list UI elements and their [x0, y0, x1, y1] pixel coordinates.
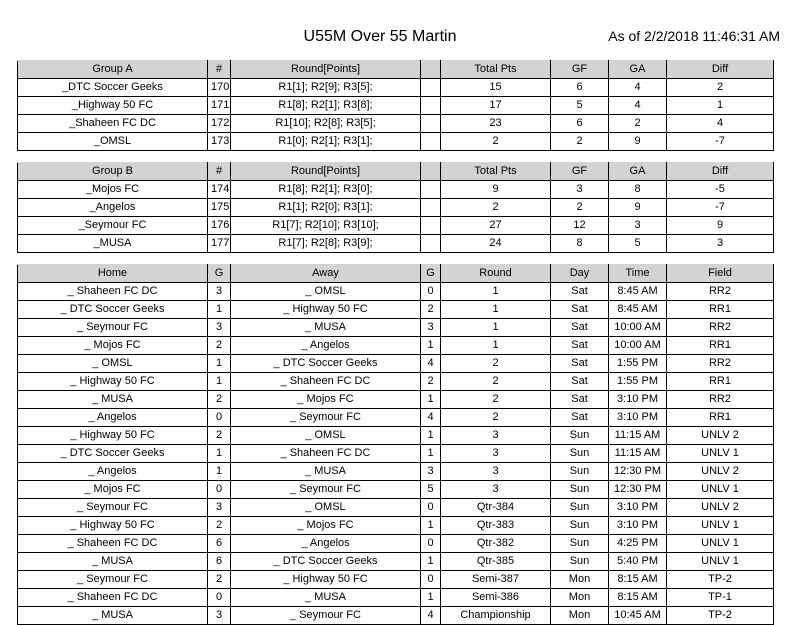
table-row — [18, 553, 774, 571]
table-cell: 6 — [208, 553, 231, 571]
column-header — [421, 61, 441, 79]
table-cell: 0 — [421, 571, 441, 589]
table-row — [18, 373, 774, 391]
column-header: Round[Points] — [231, 163, 421, 181]
table-cell: 3 — [421, 319, 441, 337]
table-cell: 1 — [208, 463, 231, 481]
table-cell: Sat — [551, 283, 609, 301]
table-cell: TP-1 — [667, 589, 774, 607]
table-cell: RR2 — [667, 355, 774, 373]
table-cell: Qtr-383 — [441, 517, 551, 535]
table-cell: Sat — [551, 409, 609, 427]
table-cell: 0 — [208, 409, 231, 427]
table-row — [18, 409, 774, 427]
table-cell: _ Shaheen FC DC — [231, 445, 421, 463]
table-cell: 3 — [208, 283, 231, 301]
table-cell: Sat — [551, 337, 609, 355]
table-cell: R1[10]; R2[8]; R3[5]; — [231, 115, 421, 133]
table-row — [18, 463, 774, 481]
table-cell: R1[7]; R2[8]; R3[9]; — [231, 235, 421, 253]
table-cell: 173 — [208, 133, 231, 151]
table-cell: 0 — [421, 535, 441, 553]
table-cell: RR1 — [667, 409, 774, 427]
table-cell: 4 — [667, 115, 774, 133]
column-header: GA — [609, 61, 667, 79]
table-row — [18, 79, 774, 97]
table-row — [18, 337, 774, 355]
table-cell: UNLV 1 — [667, 445, 774, 463]
table-cell: 4 — [609, 79, 667, 97]
table-cell: 1 — [421, 427, 441, 445]
table-cell: R1[1]; R2[9]; R3[5]; — [231, 79, 421, 97]
table-cell: _Highway 50 FC — [18, 97, 208, 115]
table-cell: 2 — [421, 373, 441, 391]
table-cell: 0 — [421, 283, 441, 301]
table-cell: _ Seymour FC — [231, 481, 421, 499]
table-row — [18, 217, 774, 235]
table-cell: 2 — [208, 427, 231, 445]
table-cell — [421, 115, 441, 133]
table-cell: 3 — [667, 235, 774, 253]
table-cell: Semi-386 — [441, 589, 551, 607]
match-schedule-table — [17, 264, 774, 625]
table-cell: 3 — [441, 481, 551, 499]
table-cell: TP-2 — [667, 607, 774, 625]
table-cell: 3 — [208, 499, 231, 517]
match-schedule-body — [18, 283, 774, 625]
table-row — [18, 301, 774, 319]
table-cell: _ OMSL — [231, 427, 421, 445]
table-cell: 2 — [441, 133, 551, 151]
table-cell — [421, 133, 441, 151]
table-cell: 2 — [208, 517, 231, 535]
column-header: Time — [609, 265, 667, 283]
table-cell: 1 — [208, 301, 231, 319]
table-cell: 2 — [441, 199, 551, 217]
table-cell: 1 — [421, 391, 441, 409]
table-cell: 2 — [421, 301, 441, 319]
table-cell — [421, 181, 441, 199]
table-cell — [421, 217, 441, 235]
table-cell: R1[1]; R2[0]; R3[1]; — [231, 199, 421, 217]
table-cell: 3:10 PM — [609, 409, 667, 427]
table-cell: 2 — [208, 391, 231, 409]
table-cell: 170 — [208, 79, 231, 97]
table-cell: 8:15 AM — [609, 571, 667, 589]
table-cell: 12 — [551, 217, 609, 235]
header-row — [18, 61, 774, 79]
table-cell: _ MUSA — [18, 607, 208, 625]
table-cell: 1 — [441, 337, 551, 355]
table-cell — [421, 199, 441, 217]
table-cell: Championship — [441, 607, 551, 625]
table-cell: _ MUSA — [231, 589, 421, 607]
table-cell: 5 — [551, 97, 609, 115]
table-cell: 11:15 AM — [609, 445, 667, 463]
column-header: Group A — [18, 61, 208, 79]
table-cell: 10:45 AM — [609, 607, 667, 625]
as-of-timestamp: As of 2/2/2018 11:46:31 AM — [608, 28, 780, 44]
table-cell: Sun — [551, 481, 609, 499]
table-cell: _Mojos FC — [18, 181, 208, 199]
table-cell: 2 — [551, 199, 609, 217]
group-a-header — [18, 61, 774, 79]
column-header: GA — [609, 163, 667, 181]
table-cell: 1 — [421, 553, 441, 571]
table-cell: Sun — [551, 517, 609, 535]
table-cell: Qtr-384 — [441, 499, 551, 517]
table-cell: 2 — [208, 571, 231, 589]
table-cell: 2 — [551, 133, 609, 151]
table-cell: 1 — [441, 283, 551, 301]
table-cell: 6 — [551, 115, 609, 133]
table-cell: 3 — [208, 319, 231, 337]
table-cell: 1 — [421, 445, 441, 463]
table-cell: _ OMSL — [231, 283, 421, 301]
table-cell: 5 — [609, 235, 667, 253]
table-cell: Mon — [551, 571, 609, 589]
table-cell: UNLV 1 — [667, 481, 774, 499]
table-cell: _ Shaheen FC DC — [18, 535, 208, 553]
table-cell: Mon — [551, 607, 609, 625]
table-cell: Sat — [551, 373, 609, 391]
table-cell: 10:00 AM — [609, 319, 667, 337]
column-header: Away — [231, 265, 421, 283]
table-cell: _ DTC Soccer Geeks — [18, 301, 208, 319]
table-cell: 3:10 PM — [609, 517, 667, 535]
table-cell: _ Mojos FC — [231, 391, 421, 409]
table-cell: _Seymour FC — [18, 217, 208, 235]
table-cell: 5 — [421, 481, 441, 499]
table-cell: 175 — [208, 199, 231, 217]
table-row — [18, 181, 774, 199]
column-header: Total Pts — [441, 61, 551, 79]
column-header: # — [208, 163, 231, 181]
table-cell: 2 — [441, 409, 551, 427]
group-a-table — [17, 60, 774, 151]
table-cell: 172 — [208, 115, 231, 133]
table-row — [18, 589, 774, 607]
table-cell: Sun — [551, 427, 609, 445]
table-cell: 3:10 PM — [609, 391, 667, 409]
table-row — [18, 571, 774, 589]
table-cell: 12:30 PM — [609, 481, 667, 499]
table-cell: 4:25 PM — [609, 535, 667, 553]
table-cell: RR2 — [667, 391, 774, 409]
table-cell: _ Mojos FC — [231, 517, 421, 535]
column-header: Home — [18, 265, 208, 283]
table-row — [18, 499, 774, 517]
table-cell: TP-2 — [667, 571, 774, 589]
table-cell: _Angelos — [18, 199, 208, 217]
table-cell: Sun — [551, 535, 609, 553]
table-cell — [421, 235, 441, 253]
table-cell: 3 — [609, 217, 667, 235]
column-header: G — [421, 265, 441, 283]
table-cell: 8:15 AM — [609, 589, 667, 607]
table-cell: 9 — [667, 217, 774, 235]
table-cell: 1 — [441, 319, 551, 337]
table-cell: _ Seymour FC — [231, 409, 421, 427]
table-cell: 10:00 AM — [609, 337, 667, 355]
group-b-table — [17, 162, 774, 253]
table-cell: 1:55 PM — [609, 373, 667, 391]
table-cell: RR1 — [667, 337, 774, 355]
table-cell: _ Shaheen FC DC — [18, 589, 208, 607]
table-cell: 1 — [208, 445, 231, 463]
column-header: GF — [551, 163, 609, 181]
table-cell: 177 — [208, 235, 231, 253]
table-row — [18, 199, 774, 217]
table-cell: _ Mojos FC — [18, 337, 208, 355]
table-cell: RR1 — [667, 373, 774, 391]
table-cell: 24 — [441, 235, 551, 253]
table-cell: UNLV 2 — [667, 427, 774, 445]
table-cell: 1 — [421, 337, 441, 355]
table-cell: _ Seymour FC — [231, 607, 421, 625]
table-cell: 15 — [441, 79, 551, 97]
table-cell: 2 — [609, 115, 667, 133]
table-cell: 6 — [208, 535, 231, 553]
table-cell: Sat — [551, 355, 609, 373]
table-cell: Qtr-382 — [441, 535, 551, 553]
table-cell: Semi-387 — [441, 571, 551, 589]
table-cell: _ Shaheen FC DC — [18, 283, 208, 301]
table-cell: 1 — [208, 355, 231, 373]
table-row — [18, 235, 774, 253]
group-b-body — [18, 181, 774, 253]
table-cell: _MUSA — [18, 235, 208, 253]
table-cell: UNLV 1 — [667, 517, 774, 535]
table-row — [18, 115, 774, 133]
table-cell: 2 — [441, 355, 551, 373]
table-cell: RR2 — [667, 319, 774, 337]
table-cell: 3:10 PM — [609, 499, 667, 517]
table-cell: -5 — [667, 181, 774, 199]
column-header: Field — [667, 265, 774, 283]
table-cell: 1:55 PM — [609, 355, 667, 373]
table-cell: _ Highway 50 FC — [18, 517, 208, 535]
table-cell: 0 — [208, 481, 231, 499]
table-row — [18, 319, 774, 337]
table-cell: Sun — [551, 463, 609, 481]
table-cell: 2 — [208, 337, 231, 355]
group-a-body — [18, 79, 774, 151]
table-cell: -7 — [667, 199, 774, 217]
table-cell: _ Seymour FC — [18, 571, 208, 589]
column-header: Day — [551, 265, 609, 283]
table-cell: 3 — [208, 607, 231, 625]
table-cell: R1[8]; R2[1]; R3[8]; — [231, 97, 421, 115]
table-row — [18, 535, 774, 553]
group-b-header — [18, 163, 774, 181]
table-cell: _ Angelos — [18, 409, 208, 427]
table-cell: 4 — [421, 409, 441, 427]
page-title: U55M Over 55 Martin — [303, 28, 457, 45]
table-cell: 1 — [421, 589, 441, 607]
table-cell: 2 — [441, 391, 551, 409]
table-cell: 4 — [609, 97, 667, 115]
table-cell: Sat — [551, 391, 609, 409]
table-cell: _ Highway 50 FC — [231, 301, 421, 319]
table-cell: _ Highway 50 FC — [18, 373, 208, 391]
table-cell: 0 — [208, 589, 231, 607]
table-cell: Mon — [551, 589, 609, 607]
table-row — [18, 445, 774, 463]
table-cell: _ OMSL — [231, 499, 421, 517]
table-cell: 176 — [208, 217, 231, 235]
table-row — [18, 283, 774, 301]
table-cell: _ Highway 50 FC — [231, 571, 421, 589]
table-cell: 0 — [421, 499, 441, 517]
table-cell — [421, 79, 441, 97]
table-cell: 4 — [421, 355, 441, 373]
column-header: Round[Points] — [231, 61, 421, 79]
table-row — [18, 607, 774, 625]
table-cell: 174 — [208, 181, 231, 199]
table-cell: 2 — [667, 79, 774, 97]
table-cell — [421, 97, 441, 115]
column-header: Group B — [18, 163, 208, 181]
table-cell: -7 — [667, 133, 774, 151]
table-cell: 3 — [441, 445, 551, 463]
table-cell: _ Seymour FC — [18, 319, 208, 337]
table-cell: 27 — [441, 217, 551, 235]
column-header: Round — [441, 265, 551, 283]
header-row — [18, 265, 774, 283]
table-cell: Qtr-385 — [441, 553, 551, 571]
table-cell: 3 — [551, 181, 609, 199]
table-cell: 23 — [441, 115, 551, 133]
column-header: # — [208, 61, 231, 79]
header-row — [18, 163, 774, 181]
table-cell: 17 — [441, 97, 551, 115]
table-cell: 8:45 AM — [609, 301, 667, 319]
table-cell: _ Angelos — [231, 535, 421, 553]
table-cell: Sat — [551, 319, 609, 337]
table-cell: _ Mojos FC — [18, 481, 208, 499]
table-row — [18, 481, 774, 499]
table-cell: _OMSL — [18, 133, 208, 151]
match-schedule-header — [18, 265, 774, 283]
table-cell: 8:45 AM — [609, 283, 667, 301]
table-cell: _ MUSA — [231, 319, 421, 337]
table-cell: 2 — [441, 373, 551, 391]
column-header: G — [208, 265, 231, 283]
table-cell: _ DTC Soccer Geeks — [231, 355, 421, 373]
table-cell: UNLV 1 — [667, 553, 774, 571]
table-cell: R1[7]; R2[10]; R3[10]; — [231, 217, 421, 235]
table-cell: R1[8]; R2[1]; R3[0]; — [231, 181, 421, 199]
table-cell: _ MUSA — [231, 463, 421, 481]
table-row — [18, 133, 774, 151]
table-cell: _ Angelos — [18, 463, 208, 481]
table-cell: _ MUSA — [18, 391, 208, 409]
table-cell: 8 — [551, 235, 609, 253]
table-cell: 11:15 AM — [609, 427, 667, 445]
table-cell: Sun — [551, 445, 609, 463]
table-cell: 4 — [421, 607, 441, 625]
table-cell: _ Shaheen FC DC — [231, 373, 421, 391]
table-cell: RR2 — [667, 283, 774, 301]
column-header: GF — [551, 61, 609, 79]
table-cell: Sun — [551, 553, 609, 571]
table-cell: 1 — [421, 517, 441, 535]
table-cell: _ OMSL — [18, 355, 208, 373]
table-cell: Sun — [551, 499, 609, 517]
table-cell: RR1 — [667, 301, 774, 319]
table-cell: UNLV 2 — [667, 463, 774, 481]
table-cell: 8 — [609, 181, 667, 199]
table-cell: 1 — [667, 97, 774, 115]
table-cell: _Shaheen FC DC — [18, 115, 208, 133]
table-cell: 171 — [208, 97, 231, 115]
table-row — [18, 427, 774, 445]
column-header: Diff — [667, 61, 774, 79]
table-cell: _ Highway 50 FC — [18, 427, 208, 445]
table-cell: 1 — [208, 373, 231, 391]
table-cell: 12:30 PM — [609, 463, 667, 481]
table-cell: 9 — [441, 181, 551, 199]
column-header: Diff — [667, 163, 774, 181]
table-cell: _ MUSA — [18, 553, 208, 571]
table-cell: 9 — [609, 199, 667, 217]
table-cell: Sat — [551, 301, 609, 319]
table-cell: 6 — [551, 79, 609, 97]
table-cell: 3 — [441, 427, 551, 445]
table-cell: 1 — [441, 301, 551, 319]
table-cell: UNLV 2 — [667, 499, 774, 517]
table-row — [18, 391, 774, 409]
table-cell: 3 — [421, 463, 441, 481]
table-cell: 9 — [609, 133, 667, 151]
table-cell: _DTC Soccer Geeks — [18, 79, 208, 97]
table-cell: R1[0]; R2[1]; R3[1]; — [231, 133, 421, 151]
table-row — [18, 97, 774, 115]
table-cell: 5:40 PM — [609, 553, 667, 571]
table-cell: _ Angelos — [231, 337, 421, 355]
table-cell: _ Seymour FC — [18, 499, 208, 517]
table-cell: UNLV 1 — [667, 535, 774, 553]
column-header — [421, 163, 441, 181]
table-cell: 3 — [441, 463, 551, 481]
table-row — [18, 355, 774, 373]
table-cell: _ DTC Soccer Geeks — [18, 445, 208, 463]
table-cell: _ DTC Soccer Geeks — [231, 553, 421, 571]
table-row — [18, 517, 774, 535]
column-header: Total Pts — [441, 163, 551, 181]
